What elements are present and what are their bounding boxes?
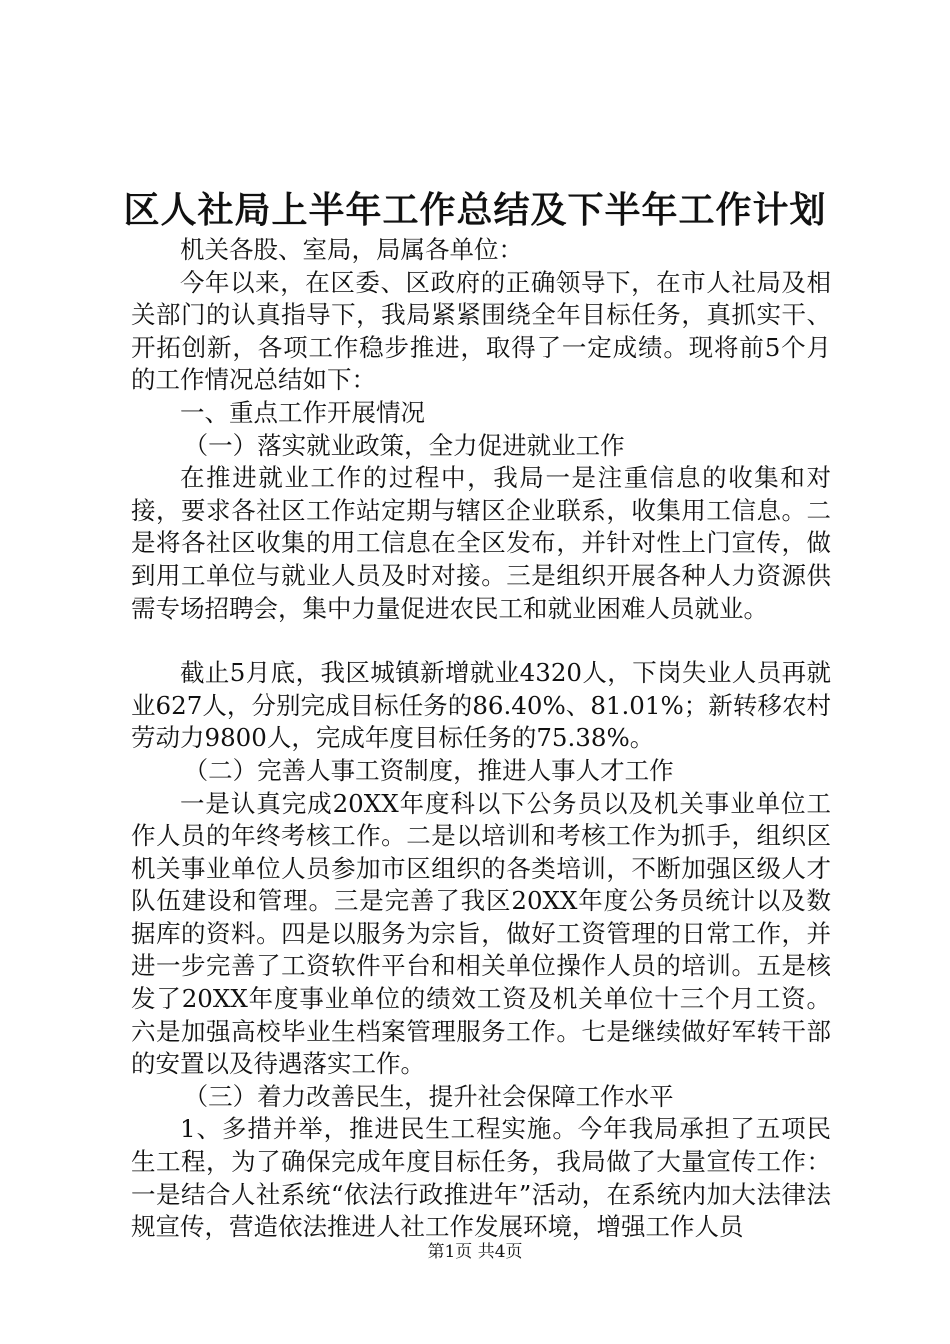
salutation-paragraph: 机关各股、室局，局属各单位： <box>180 235 523 264</box>
intro-paragraph: 今年以来，在区委、区政府的正确领导下，在市人社局及相关部门的认真指导下，我局紧紧围绕全年目标任务，真抓实干、开拓创新，各项工作稳步推进，取得了一定成绩。现将前5个月的工作情况总结如下： <box>131 267 831 395</box>
subsection-heading: （二）完善人事工资制度，推进人事人才工作 <box>183 755 674 785</box>
section-heading: 一、重点工作开展情况 <box>180 397 425 427</box>
document-body <box>131 234 831 1244</box>
document-title: 区人社局上半年工作总结及下半年工作计划 <box>123 189 827 231</box>
subsection-heading: （三）着力改善民生，提升社会保障工作水平 <box>183 1081 674 1111</box>
page-number-footer: 第1页 共4页 <box>427 1242 523 1262</box>
body-paragraph: 1、多措并举，推进民生工程实施。今年我局承担了五项民生工程，为了确保完成年度目标任务，我局做了大量宣传工作：一是结合人社系统“依法行政推进年”活动，在系统内加大法律法规宣传，营造依法推进人社工作发展环境，增强工作人员 <box>131 1114 831 1242</box>
body-paragraph: 一是认真完成20XX年度科以下公务员以及机关事业单位工作人员的年终考核工作。二是以培训和考核工作为抓手，组织区机关事业单位人员参加市区组织的各类培训，不断加强区级人才队伍建设和管理。三是完善了我区20XX年度公务员统计以及数据库的资料。四是以服务为宗旨，做好工资管理的日常工作，并进一步完善了工资软件平台和相关单位操作人员的培训。五是核发了20XX年度事业单位的绩效工资及机关单位十三个月工资。六是加强高校毕业生档案管理服务工作。七是继续做好军转干部的安置以及待遇落实工作。 <box>131 788 831 1079</box>
body-paragraph: 截止5月底，我区城镇新增就业4320人，下岗失业人员再就业627人，分别完成目标任务的86.40%、81.01%；新转移农村劳动力9800人，完成年度目标任务的75.38%。 <box>131 658 831 753</box>
subsection-heading: （一）落实就业政策，全力促进就业工作 <box>183 430 625 460</box>
body-paragraph: 在推进就业工作的过程中，我局一是注重信息的收集和对接，要求各社区工作站定期与辖区企业联系，收集用工信息。二是将各社区收集的用工信息在全区发布，并针对性上门宣传，做到用工单位与就业人员及时对接。三是组织开展各种人力资源供需专场招聘会，集中力量促进农民工和就业困难人员就业。 <box>131 463 831 623</box>
